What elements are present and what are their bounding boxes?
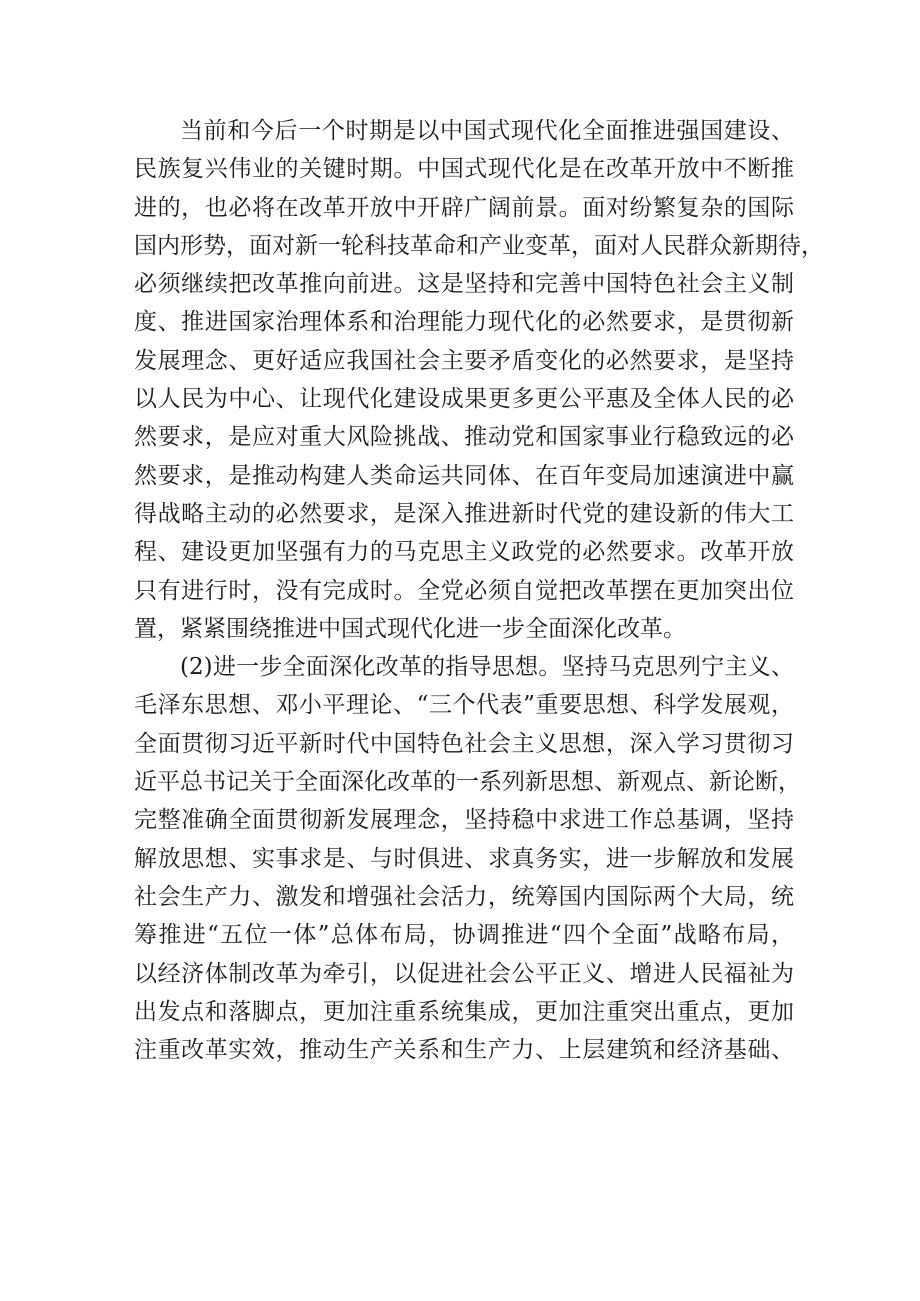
text-line: 当前和今后一个时期是以中国式现代化全面推进强国建设、 [180,118,794,144]
text-line: 发展理念、更好适应我国社会主要矛盾变化的必然要求，是坚持 [134,347,794,374]
text-line: 国内形势，面对新一轮科技革命和产业变革，面对人民群众新期待， [134,232,824,259]
text-line: 只有进行时，没有完成时。全党必须自觉把改革摆在更加突出位 [134,577,794,604]
text-line: 然要求，是应对重大风险挑战、推动党和国家事业行稳致远的必 [134,424,794,451]
text-line: 进的，也必将在改革开放中开辟广阔前景。面对纷繁复杂的国际 [134,194,794,221]
text-line: 全面贯彻习近平新时代中国特色社会主义思想，深入学习贯彻习 [134,730,794,757]
text-line: 以经济体制改革为牵引，以促进社会公平正义、增进人民福祉为 [134,960,794,987]
paragraph-2 [134,648,801,1069]
text-line: 得战略主动的必然要求，是深入推进新时代党的建设新的伟大工 [134,500,794,527]
body-text [134,112,824,1069]
text-line: 完整准确全面贯彻新发展理念，坚持稳中求进工作总基调，坚持 [134,807,794,834]
text-line: 社会生产力、激发和增强社会活力，统筹国内国际两个大局，统 [134,883,794,910]
text-line: 近平总书记关于全面深化改革的一系列新思想、新观点、新论断， [134,769,801,796]
text-line: 解放思想、实事求是、与时俱进、求真务实，进一步解放和发展 [134,845,794,872]
text-line: 度、推进国家治理体系和治理能力现代化的必然要求，是贯彻新 [134,309,794,336]
text-line: 筹推进“五位一体”总体布局，协调推进“四个全面”战略布局， [134,922,794,949]
text-line: 置，紧紧围绕推进中国式现代化进一步全面深化改革。 [134,615,686,642]
text-line: 注重改革实效，推动生产关系和生产力、上层建筑和经济基础、 [134,1037,794,1064]
text-line: 以人民为中心、让现代化建设成果更多更公平惠及全体人民的必 [134,386,794,413]
text-line: 程、建设更加坚强有力的马克思主义政党的必然要求。改革开放 [134,539,794,566]
text-line: 民族复兴伟业的关键时期。中国式现代化是在改革开放中不断推 [134,156,794,183]
text-line: 然要求，是推动构建人类命运共同体、在百年变局加速演进中赢 [134,462,794,489]
paragraph-1 [134,112,824,648]
text-line: (2)进一步全面深化改革的指导思想。坚持马克思列宁主义、 [180,654,794,681]
text-line: 必须继续把改革推向前进。这是坚持和完善中国特色社会主义制 [134,271,794,298]
text-line: 出发点和落脚点，更加注重系统集成，更加注重突出重点，更加 [134,998,794,1025]
text-line: 毛泽东思想、邓小平理论、“三个代表”重要思想、科学发展观， [134,692,794,719]
